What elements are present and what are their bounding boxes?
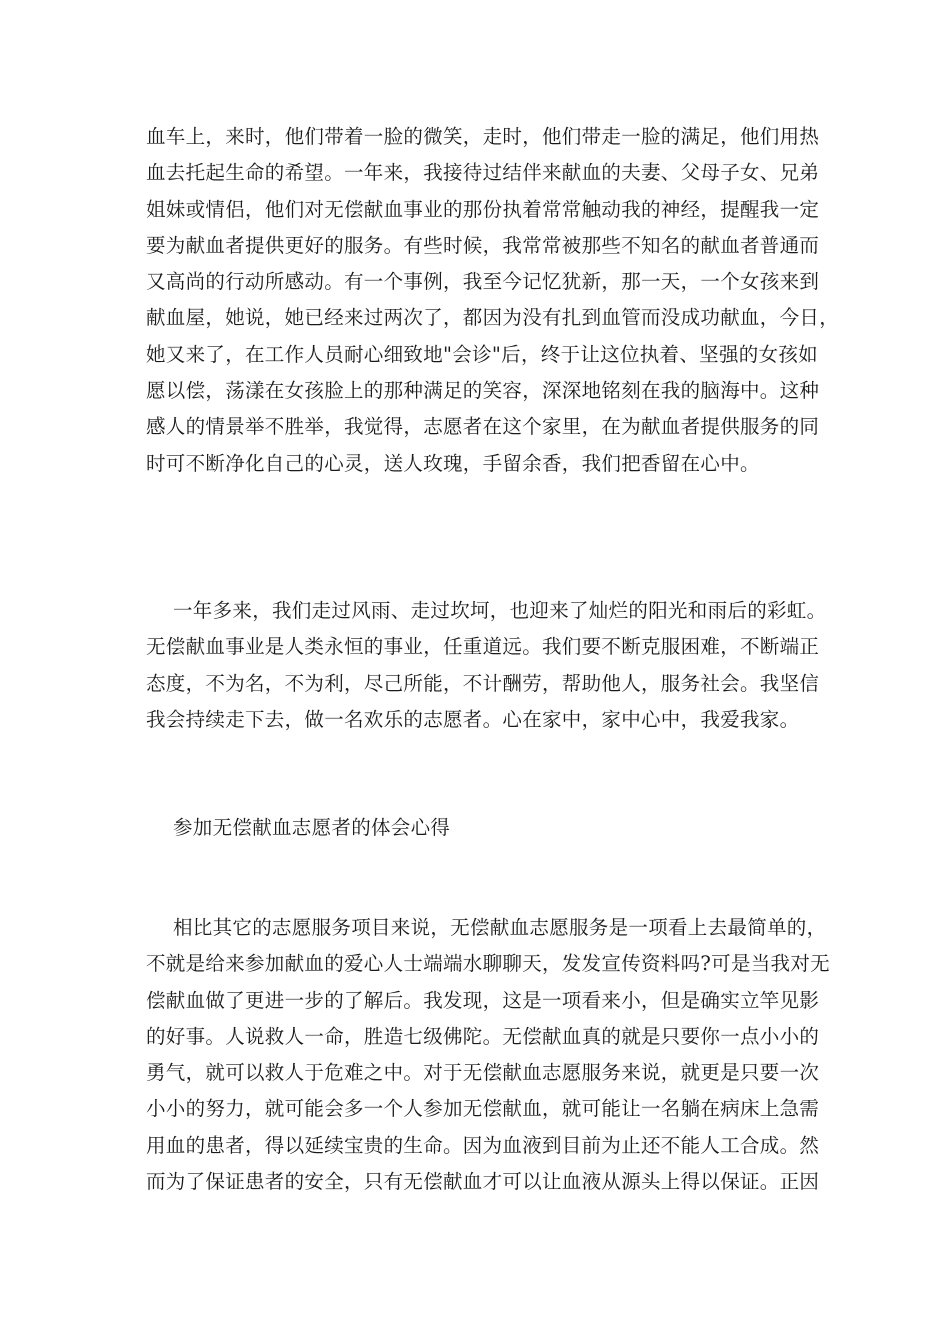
paragraph-line: 勇气，就可以救人于危难之中。对于无偿献血志愿服务来说，就更是只要一次 <box>146 1061 820 1085</box>
paragraph-volunteer-experience <box>146 119 840 482</box>
paragraph-line: 感人的情景举不胜举，我觉得，志愿者在这个家里，在为献血者提供服务的同 <box>146 415 820 439</box>
paragraph-line: 无偿献血事业是人类永恒的事业，任重道远。我们要不断克服困难，不断端正 <box>146 635 820 659</box>
paragraph-line: 小小的努力，就可能会多一个人参加无偿献血，就可能让一名躺在病床上急需 <box>146 1097 820 1121</box>
paragraph-line: 血车上，来时，他们带着一脸的微笑，走时，他们带走一脸的满足，他们用热 <box>146 125 820 148</box>
paragraph-line: 而为了保证患者的安全，只有无偿献血才可以让血液从源头上得以保证。正因 <box>146 1170 820 1194</box>
paragraph-line: 相比其它的志愿服务项目来说，无偿献血志愿服务是一项看上去最简单的， <box>173 916 827 939</box>
paragraph-line: 我会持续走下去，做一名欢乐的志愿者。心在家中，家中心中，我爱我家。 <box>146 707 800 731</box>
paragraph-line: 不就是给来参加献血的爱心人士端端水聊聊天，发发宣传资料吗?可是当我对无 <box>146 952 830 976</box>
paragraph-line: 时可不断净化自己的心灵，送人玫瑰，手留余香，我们把香留在心中。 <box>146 451 760 475</box>
paragraph-conclusion <box>146 593 827 738</box>
paragraph-line: 偿献血做了更进一步的了解后。我发现，这是一项看来小，但是确实立竿见影 <box>146 988 820 1012</box>
paragraph-comparison <box>146 910 830 1200</box>
paragraph-line: 姐妹或情侣，他们对无偿献血事业的那份执着常常触动我的神经，提醒我一定 <box>146 197 820 221</box>
paragraph-line: 一年多来，我们走过风雨、走过坎坷，也迎来了灿烂的阳光和雨后的彩虹。 <box>173 599 827 622</box>
section-heading-text: 参加无偿献血志愿者的体会心得 <box>173 816 451 839</box>
paragraph-line: 愿以偿，荡漾在女孩脸上的那种满足的笑容，深深地铭刻在我的脑海中。这种 <box>146 379 820 403</box>
paragraph-line: 的好事。人说救人一命，胜造七级佛陀。无偿献血真的就是只要你一点小小的 <box>146 1024 820 1048</box>
paragraph-line: 献血屋，她说，她已经来过两次了，都因为没有扎到血管而没成功献血，今日， <box>146 306 840 330</box>
section-heading <box>146 810 806 846</box>
paragraph-line: 血去托起生命的希望。一年来，我接待过结伴来献血的夫妻、父母子女、兄弟 <box>146 161 820 185</box>
paragraph-line: 又高尚的行动所感动。有一个事例，我至今记忆犹新，那一天，一个女孩来到 <box>146 270 820 294</box>
paragraph-line: 要为献血者提供更好的服务。有些时候，我常常被那些不知名的献血者普通而 <box>146 233 820 257</box>
paragraph-line: 态度，不为名，不为利，尽己所能，不计酬劳，帮助他人，服务社会。我坚信 <box>146 671 820 695</box>
paragraph-line: 她又来了，在工作人员耐心细致地"会诊"后，终于让这位执着、坚强的女孩如 <box>146 342 818 366</box>
paragraph-line: 用血的患者，得以延续宝贵的生命。因为血液到目前为止还不能人工合成。然 <box>146 1133 820 1157</box>
